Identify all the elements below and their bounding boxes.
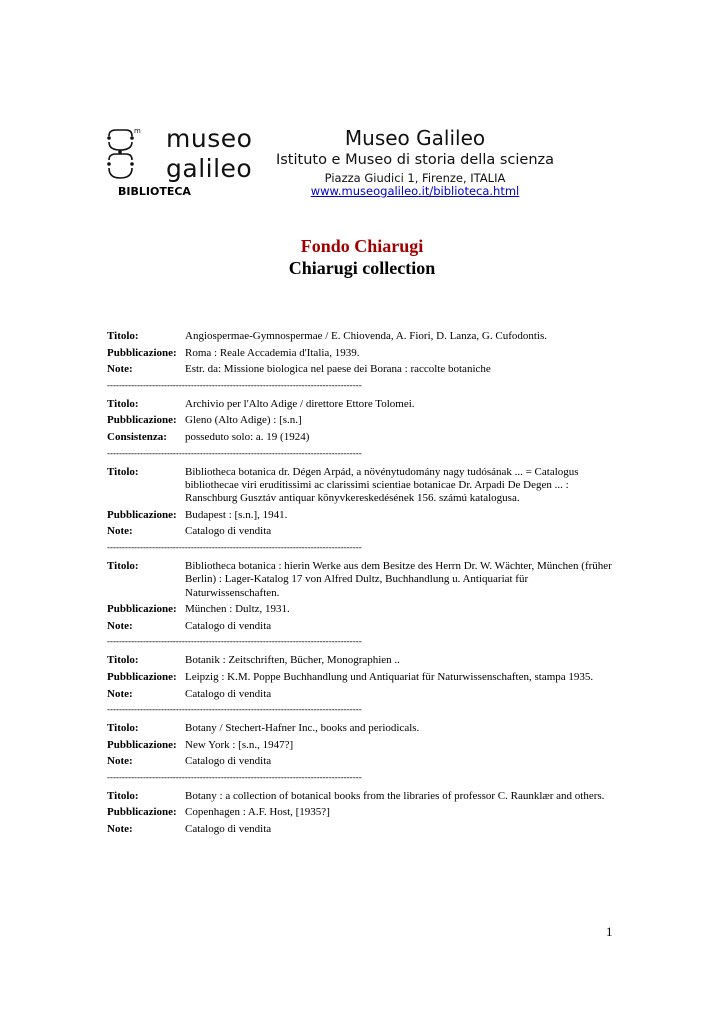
record: [107, 398, 617, 444]
record-field: [107, 603, 617, 616]
record: [107, 560, 617, 633]
field-value: Archivio per l'Alto Adige / direttore Ettore Tolomei.: [185, 397, 415, 410]
field-label: Pubblicazione:: [107, 603, 177, 616]
field-value: München : Dultz, 1931.: [185, 603, 290, 616]
institution-address: Piazza Giudici 1, Firenze, ITALIA: [324, 171, 506, 185]
field-label: Note:: [107, 525, 133, 538]
page-number: 1: [606, 924, 613, 939]
field-value: New York : [s.n., 1947?]: [185, 738, 294, 751]
field-label: Pubblicazione:: [107, 508, 177, 521]
field-value: Bibliotheca botanica dr. Dégen Arpád, a növénytudomány nagy tudósának ... = Catalogus bibliothecae viri eruditissimi ac clarissimi scientiae botanicae Dr. Arpadi De Degen ... : Ranschburg Gusztáv antiquar könyvkereskedésének 156. számú katalogusa.: [185, 465, 579, 505]
institution-subtitle: Istituto e Museo di storia della scienza: [275, 152, 555, 168]
field-label: Pubblicazione:: [107, 414, 177, 427]
field-value: Catalogo di vendita: [185, 687, 272, 700]
record: [107, 466, 617, 539]
logo-word-galileo: galileo: [166, 154, 253, 183]
logo-word-museo: museo: [166, 124, 253, 153]
field-value: Catalogo di vendita: [185, 755, 272, 768]
field-value: Botany : a collection of botanical books from the libraries of professor C. Raunklær and others.: [185, 789, 605, 802]
record-separator: -------------------------------------------------------------------------------------: [107, 704, 362, 715]
field-label: Pubblicazione:: [107, 346, 177, 359]
logo-trademark: m: [134, 127, 141, 135]
field-label: Pubblicazione:: [107, 738, 177, 751]
field-label: Note:: [107, 823, 133, 836]
record-field: [107, 509, 617, 522]
field-label: Consistenza:: [107, 430, 167, 443]
field-label: Titolo:: [107, 330, 139, 342]
record-field: [107, 560, 617, 600]
field-label: Note:: [107, 619, 133, 632]
field-label: Titolo:: [107, 789, 139, 802]
field-value: Leipzig : K.M. Poppe Buchhandlung und Antiquariat für Naturwissenschaften, stampa 1935.: [185, 670, 594, 683]
record-field: [107, 347, 617, 360]
record-field: [107, 806, 617, 819]
field-label: Titolo:: [107, 722, 139, 735]
logo-mark-icon: [104, 124, 144, 184]
field-value: posseduto solo: a. 19 (1924): [185, 430, 310, 443]
collection-title-italian: Fondo Chiarugi: [300, 236, 424, 256]
field-value: Angiospermae-Gymnospermae / E. Chiovenda, A. Fiori, D. Lanza, G. Cufodontis.: [185, 330, 548, 342]
record-separator: -------------------------------------------------------------------------------------: [107, 447, 362, 458]
field-value: Gleno (Alto Adige) : [s.n.]: [185, 414, 302, 427]
field-value: Botanik : Zeitschriften, Bücher, Monographien ..: [185, 654, 400, 667]
institution-url-link[interactable]: www.museogalileo.it/biblioteca.html: [310, 184, 520, 198]
museo-galileo-logo: [104, 124, 254, 204]
field-label: Note:: [107, 363, 133, 376]
field-value: Estr. da: Missione biologica nel paese dei Borana : raccolte botaniche: [185, 363, 491, 376]
collection-title-english: Chiarugi collection: [288, 258, 436, 278]
record-separator: -------------------------------------------------------------------------------------: [107, 636, 362, 647]
record-field: [107, 414, 617, 427]
field-value: Catalogo di vendita: [185, 619, 272, 632]
record-field: [107, 755, 617, 768]
record-field: [107, 722, 617, 735]
field-value: Roma : Reale Accademia d'Italia, 1939.: [185, 346, 360, 359]
record-list: [107, 330, 617, 840]
record-field: [107, 398, 617, 411]
record-separator: -------------------------------------------------------------------------------------: [107, 771, 362, 782]
field-value: Catalogo di vendita: [185, 823, 272, 836]
record: [107, 654, 617, 700]
field-label: Titolo:: [107, 654, 139, 667]
record-separator: -------------------------------------------------------------------------------------: [107, 379, 362, 390]
field-label: Titolo:: [107, 559, 139, 572]
record-field: [107, 363, 617, 376]
field-value: Budapest : [s.n.], 1941.: [185, 508, 288, 521]
field-value: Copenhagen : A.F. Host, [1935?]: [185, 806, 330, 819]
record-field: [107, 525, 617, 538]
record-field: [107, 466, 617, 506]
record-field: [107, 620, 617, 633]
record: [107, 790, 617, 836]
field-label: Pubblicazione:: [107, 670, 177, 683]
record-field: [107, 823, 617, 836]
field-value: Botany / Stechert-Hafner Inc., books and periodicals.: [185, 722, 420, 735]
record-field: [107, 654, 617, 667]
field-value: Catalogo di vendita: [185, 525, 272, 538]
institution-name: Museo Galileo: [344, 126, 486, 150]
field-label: Titolo:: [107, 397, 139, 410]
record-field: [107, 330, 617, 343]
record-field: [107, 790, 617, 803]
field-label: Titolo:: [107, 465, 139, 478]
record: [107, 722, 617, 768]
field-label: Pubblicazione:: [107, 806, 177, 819]
logo-subtitle: BIBLIOTECA: [118, 185, 191, 198]
record-separator: -------------------------------------------------------------------------------------: [107, 541, 362, 552]
record-field: [107, 671, 617, 684]
record-field: [107, 739, 617, 752]
record-field: [107, 688, 617, 701]
record: [107, 330, 617, 376]
field-value: Bibliotheca botanica : hierin Werke aus dem Besitze des Herrn Dr. W. Wächter, München (früher Berlin) : Lager-Katalog 17 von Alfred Dultz, Buchhandlung u. Antiquariat für Naturwissenschaften.: [185, 559, 612, 599]
field-label: Note:: [107, 687, 133, 700]
record-field: [107, 431, 617, 444]
field-label: Note:: [107, 755, 133, 768]
